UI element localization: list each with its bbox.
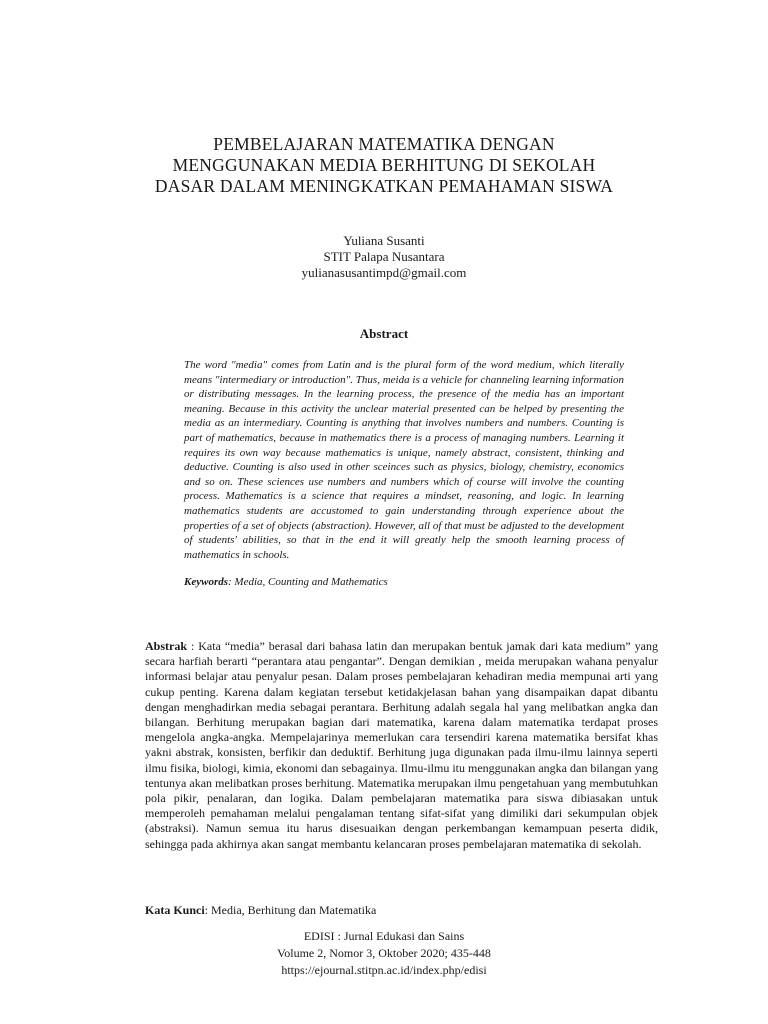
abstrak-separator: : [187,639,199,653]
author-block [184,233,584,281]
kata-kunci-label: Kata Kunci [145,903,205,917]
journal-url: https://ejournal.stitpn.ac.id/index.php/edisi [281,963,487,977]
kata-kunci-value: : Media, Berhitung dan Matematika [204,903,377,917]
abstrak-indonesian [145,639,658,852]
journal-volume: Volume 2, Nomor 3, Oktober 2020; 435-448 [277,946,491,960]
keywords-english [184,576,624,588]
abstrak-label: Abstrak [145,639,188,653]
title-line-1: PEMBELAJARAN MATEMATIKA DENGAN [213,134,555,154]
journal-footer [184,928,584,979]
keywords-label: Keywords [184,576,228,588]
kata-kunci [145,903,658,918]
journal-name: EDISI : Jurnal Edukasi dan Sains [303,929,465,943]
abstract-english-body: The word "media" comes from Latin and is the plural form of the word medium, which literally means "intermediary or introduction". Thus, meida is a vehicle for channeling learning information or distributing messages. In the learning process, the presence of the media has an important meaning. Because in this activity the unclear material presented can be helped by presenting the media as an intermediary. Counting is anything that involves numbers and numbers. Counting is part of mathematics, because in mathematics there is a process of managing numbers. Learning it requires its own way because mathematics is unique, namely abstract, consistent, thinking and deductive. Counting is also used in other sceinces such as physics, biology, chemistry, economics and so on. These sciences use numbers and numbers which of course will involve the counting process. Mathematics is a science that requires a mindset, reasoning, and logic. In learning mathematics students are accustomed to gain understanding through experience about the properties of a set of objects (abstraction). However, all of that must be adjusted to the development of students' abilities, so that in the end it will greatly help the smooth learning process of mathematics in schools. [184,359,624,561]
title-line-2: MENGGUNAKAN MEDIA BERHITUNG DI SEKOLAH [172,155,596,175]
author-email: yulianasusantimpd@gmail.com [301,265,467,280]
abstrak-body: Kata “media” berasal dari bahasa latin dan merupakan bentuk jamak dari kata medium” yang secara harfiah berarti “perantara atau pengantar”. Dengan demikian , meida merupakan wahana penyalur informasi belajar atau penyalur pesan. Dalam proses pembelajaran kehadiran media mempunai arti yang cukup penting. Karena dalam kegiatan tersebut ketidakjelasan bahan yang disampaikan dapat dibantu dengan menghadirkan media sebagai perantara. Berhitung adalah segala hal yang melibatkan angka dan bilangan. Berhitung merupakan bagian dari matematika, karena dalam matematika terdapat proses mengelola angka-angka. Mempelajarinya memerlukan cara tersendiri karena matematika bersifat khas yakni abstrak, konsisten, berfikir dan deduktif. Berhitung juga digunakan pada ilmu-ilmu lainnya seperti ilmu fisika, biologi, kimia, ekonomi dan sebagainya. Ilmu-ilmu itu menggunakan angka dan bilangan yang tentunya akan melibatkan proses berhitung. Matematika merupakan ilmu pengetahuan yang membutuhkan pola pikir, penalaran, dan logika. Dalam pembelajaran matematika para siswa dibiasakan untuk memperoleh pemahaman melalui pengalaman tentang sifat-sifat yang dimiliki dari sekumpulan objek (abstraksi). Namun semua itu harus disesuaikan dengan perkembangan kemampuan peserta didik, sehingga pada akhirnya akan sangat membantu kelancaran proses pembelajaran matematika di sekolah. [145,639,658,851]
paper-title [90,134,678,197]
title-line-3: DASAR DALAM MENINGKATKAN PEMAHAMAN SISWA [154,176,614,196]
author-name: Yuliana Susanti [343,233,425,248]
abstract-heading: Abstract [359,326,409,341]
keywords-value: : Media, Counting and Mathematics [228,576,388,588]
author-institution: STIT Palapa Nusantara [323,249,445,264]
